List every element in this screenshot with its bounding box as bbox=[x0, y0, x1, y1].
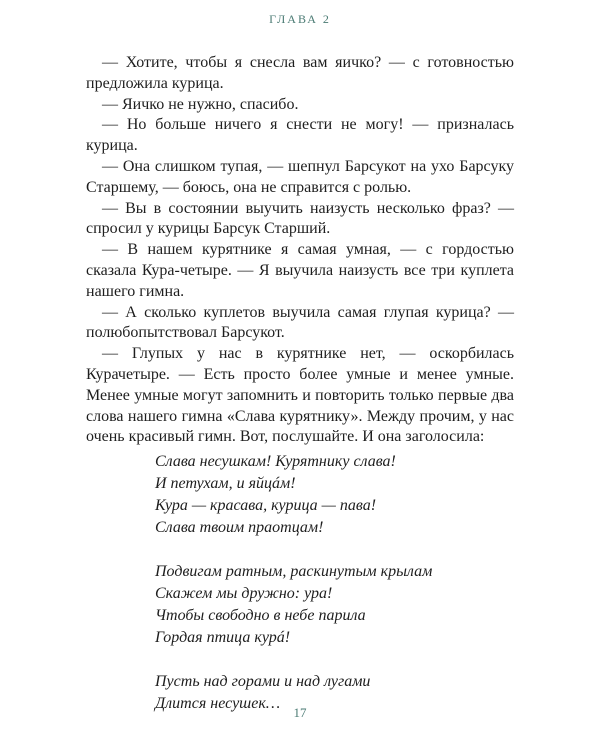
paragraph: — Вы в состоянии выучить наизусть несколько фраз? — спросил у курицы Барсук Старший. bbox=[86, 199, 514, 238]
page-number: 17 bbox=[293, 705, 307, 720]
poem-line: Подвигам ратным, раскинутым крылам bbox=[155, 563, 433, 580]
paragraph: — Хотите, чтобы я снесла вам яичко? — с готовностью предложила курица. bbox=[86, 54, 514, 92]
poem-line: Длится несушек… bbox=[155, 695, 281, 712]
poem-stanza bbox=[155, 451, 475, 539]
poem-line: Слава несушкам! Курятнику слава! bbox=[155, 453, 396, 470]
paragraph: — Она слишком тупая, — шепнул Барсукот на ухо Барсуку Старшему, — боюсь, она не справится с ролью. bbox=[86, 157, 514, 196]
prose-body bbox=[86, 53, 514, 448]
poem-line: Гордая птица курá! bbox=[155, 629, 291, 646]
paragraph: — Глупых у нас в курятнике нет, — оскорбилась Курачетыре. — Есть просто более умные и менее умные. Менее умные могут запомнить и повторить только первые два слова нашего гимна «Слава курятнику». Между прочим, у нас очень красивый гимн. Вот, послушайте. И она заголосила: bbox=[86, 345, 514, 446]
paragraph: — А сколько куплетов выучила самая глупая курица? — полюбопытствовал Барсукот. bbox=[86, 303, 514, 342]
poem-line: Пусть над горами и над лугами bbox=[155, 673, 371, 690]
chapter-header: ГЛАВА 2 bbox=[269, 12, 331, 26]
poem-stanza bbox=[155, 561, 475, 649]
poem-line: Скажем мы дружно: ура! bbox=[155, 585, 333, 602]
paragraph: — Яичко не нужно, спасибо. bbox=[102, 95, 299, 113]
poem-line: И петухам, и яйцáм! bbox=[155, 475, 296, 492]
poem-line: Кура — красава, курица — пава! bbox=[155, 497, 377, 514]
paragraph: — В нашем курятнике я самая умная, — с гордостью сказала Кура-четыре. — Я выучила наизусть все три куплета нашего гимна. bbox=[86, 241, 514, 300]
poem bbox=[155, 451, 475, 737]
poem-line: Чтобы свободно в небе парила bbox=[155, 607, 366, 624]
poem-line: Слава твоим праотцам! bbox=[155, 519, 324, 536]
paragraph: — Но больше ничего я снести не могу! — призналась курица. bbox=[86, 116, 514, 155]
